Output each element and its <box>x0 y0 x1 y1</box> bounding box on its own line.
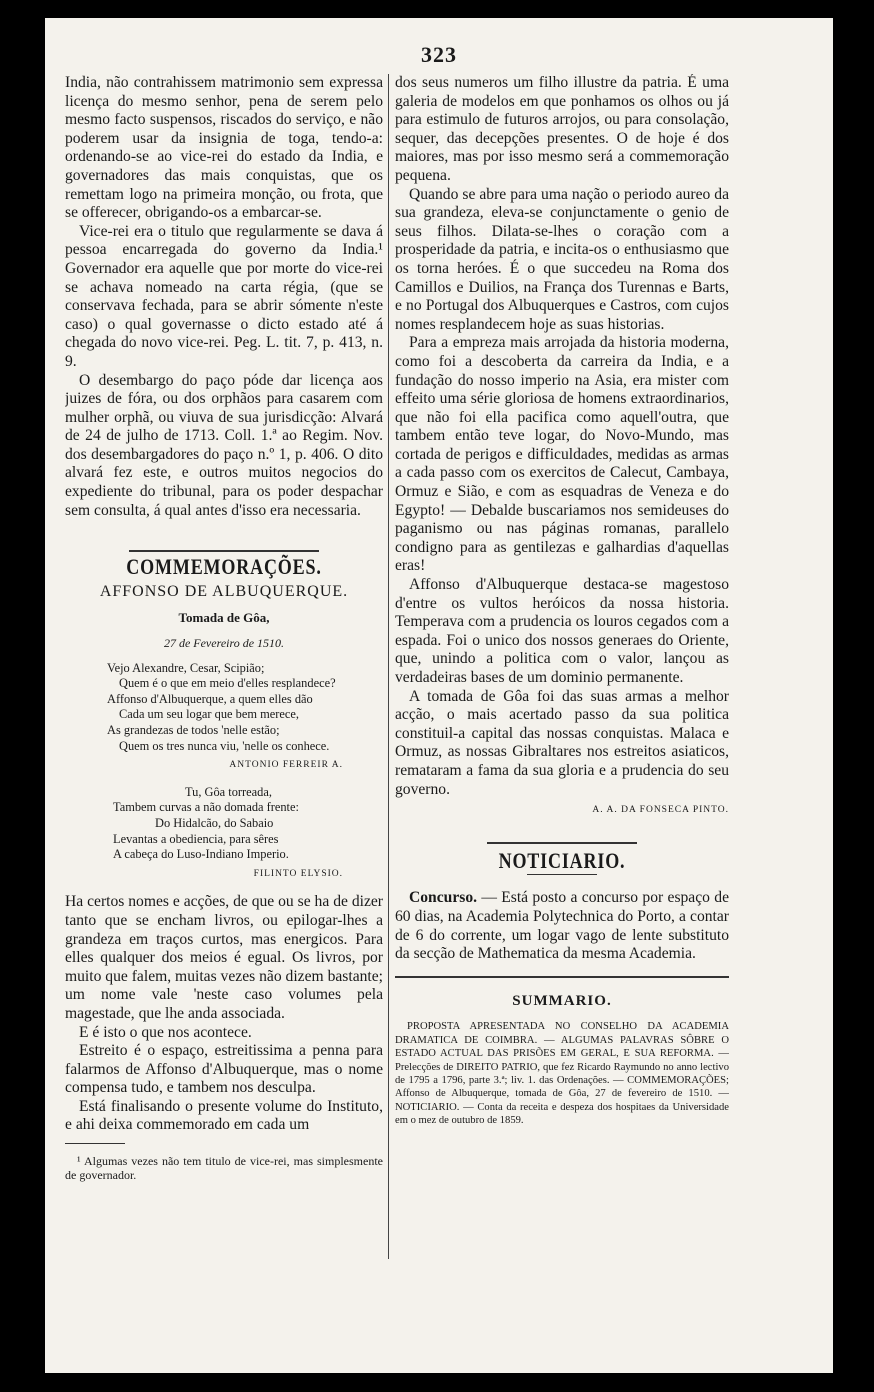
page-number: 323 <box>421 42 457 67</box>
poem-line: As grandezas de todos 'nelle estão; <box>107 723 280 737</box>
concurso-text: — Está posto a concurso por espaço de 60 dias, na Academia Polytechnica do Porto, a contar de 6 do corrente, um logar vago de lente substituto da secção de Mathematica da mesma Academia. <box>395 889 729 963</box>
intro-paragraph: O desembargo do paço póde dar licença aos juizes de fóra, ou dos orphãos para casarem com mulher orphã, ou viuva de sua jurisdicção: Alvará de 24 de julho de 1713. Coll. 1.ª ao Regim. Nov. dos desembargadores do paço n.º 1, p. 406. O dito alvará fez este, e outros muitos negocios do expediente do tribunal, para os poder despachar sem consulta, á qual antes d'isso era necessaria. <box>65 371 383 519</box>
poem-line: Tambem curvas a não domada frente: <box>113 800 299 815</box>
commemoracoes-subtitle: AFFONSO DE ALBUQUERQUE. <box>99 582 349 600</box>
event-date: 27 de Fevereiro de 1510. <box>163 636 285 651</box>
left-column <box>65 74 383 1182</box>
column-rule <box>388 74 389 1259</box>
body-paragraph: Ha certos nomes e acções, de que ou se ha de dizer tanto que se encham livros, ou epilogar-lhes a grandeza em traços curtos, mas energicos. Para elles qualquer dos meios é egual. Os livros, por muito que falem, muitas vezes não dizem bastante; um nome vale 'neste caso volumes pela magestade, que lhe anda associada. <box>65 893 383 1022</box>
summario-text: PROPOSTA APRESENTADA NO CONSELHO DA ACADEMIA DRAMATICA DE COIMBRA. — ALGUMAS PALAVRAS SÔBRE O ESTADO ACTUAL DAS PRISÕES EM GERAL, E SUA REFORMA. — Prelecções de DIREITO PATRIO, que fez Ricardo Raymundo no anno lectivo de 1795 a 1796, parte 3.ª; liv. 1. das Ordenações. — COMMEMORAÇÕES; Affonso de Albuquerque, tomada de Gôa, 27 de fevereiro de 1510. — NOTICIARIO. — Conta da receita e despeza dos hospitaes da Universidade em o mez de outubro de 1859. <box>395 1021 729 1127</box>
poem-line: Tu, Gôa torreada, <box>185 784 272 799</box>
poem-line: Vejo Alexandre, Cesar, Scipião; <box>107 660 265 675</box>
right-column <box>395 74 729 1128</box>
poem-line: Levantas a obediencia, para sêres <box>113 831 279 846</box>
body-paragraph: Affonso d'Albuquerque destaca-se magestoso d'entre os vultos heróicos da nossa historia. Temperava com a prudencia os louros cegados com a espada. Foi o unico dos nossos generaes do Oriente, que, unindo a politica com o valor, lançou as verdadeiras bases de um dominio permanente. <box>395 576 729 686</box>
noticiario-heading: NOTICIARIO. <box>498 847 626 873</box>
poem-line: Quem é o que em meio d'elles resplandece? <box>119 676 336 691</box>
summario-heading: SUMMARIO. <box>512 992 612 1009</box>
poem-author: FILINTO ELYSIO. <box>253 868 343 879</box>
body-paragraph: E é isto o que nos acontece. <box>79 1023 252 1041</box>
event-title: Tomada de Gôa, <box>178 610 270 626</box>
section-divider <box>527 874 597 875</box>
concurso-label: Concurso. <box>409 889 478 907</box>
footnote: ¹ Algumas vezes não tem titulo de vice-rei, mas simplesmente de governador. <box>65 1154 383 1183</box>
section-divider <box>487 842 637 844</box>
summary-rule <box>395 976 729 978</box>
body-paragraph: A tomada de Gôa foi das suas armas a melhor acção, o mais acertado passo da sua politica constituil-a capital das nossas conquistas. Malaca e Ormuz, as nossas Gibraltares nos estreitos asiaticos, remataram a fama da sua gloria e a prudencia do seu governo. <box>395 687 729 798</box>
newspaper-page <box>45 18 833 1373</box>
poem-line: Cada um seu logar que bem merece, <box>119 707 299 722</box>
body-paragraph: Quando se abre para uma nação o periodo aureo da sua grandeza, eleva-se conjunctamente o genio de seus filhos. Dilata-se-lhes o coração com a prosperidade da patria, e incita-os o enthusiasmo que os torna heróes. É o que succedeu na Roma dos Camillos e Duilios, na França dos Turennas e Barts, e no Portugal dos Albuquerques e Castros, com cujos nomes resplandecem hoje as suas historias. <box>395 185 729 333</box>
intro-paragraph: Vice-rei era o titulo que regularmente se dava á pessoa encarregada do governo da India.¹ Governador era aquelle que por morte do vice-rei se achava nomeado na carta régia, (que se conservava fechada, para se abrir sómente n'este caso) o qual governasse o dicto estado até á chegada do novo vice-rei. Peg. L. tit. 7, p. 413, n. 9. <box>65 222 383 370</box>
commemoracoes-heading: COMMEMORAÇÕES. <box>126 554 322 580</box>
poem-filinto <box>65 785 383 863</box>
poem-line: Affonso d'Albuquerque, a quem elles dão <box>107 691 313 706</box>
poem-line: Quem os tres nunca viu, 'nelle os conhece. <box>119 738 330 753</box>
poem-ferreira <box>65 661 383 755</box>
poem-author: ANTONIO FERREIR A. <box>229 760 343 771</box>
body-paragraph: Estreito é o espaço, estreitissima a penna para falarmos de Affonso d'Albuquerque, mas o nome compensa tudo, e tambem nos desculpa. <box>65 1042 383 1097</box>
body-paragraph: Está finalisando o presente volume do Instituto, e ahi deixa commemorado em cada um <box>65 1097 383 1134</box>
section-divider <box>129 550 319 552</box>
poem-line: Do Hidalcão, do Sabaio <box>155 815 274 830</box>
body-paragraph: dos seus numeros um filho illustre da patria. É uma galeria de modelos em que ponhamos os olhos ou já para estimulo de futuros arrojos, ou para consolação, sequer, das decepções presentes. O de hoje é dos maiores, mas por isso mesmo será a commemoração pequena. <box>395 74 729 184</box>
poem-line: A cabeça do Luso-Indiano Imperio. <box>113 847 289 862</box>
concurso-notice <box>395 889 729 963</box>
footnote-rule <box>65 1143 125 1144</box>
article-signature: A. A. DA FONSECA PINTO. <box>592 805 729 816</box>
intro-paragraph: India, não contrahissem matrimonio sem expressa licença do mesmo senhor, pena de serem pelo mesmo facto suspensos, riscados do serviço, e não poderem usar da insignia de toga, tendo-a: ordenando-se ao vice-rei do estado da India, e governadores das mais conquistas, que os remettam logo na primeira monção, ou frota, que se offerecer, obrigando-os a embarcar-se. <box>65 74 383 222</box>
body-paragraph: Para a empreza mais arrojada da historia moderna, como foi a descoberta da carreira da India, e a fundação do nosso imperio na Asia, era mister com effeito uma série gloriosa de homens extraordinarios, que não foi ella pacifica como aquell'outra, que tambem então teve logar, do Novo-Mundo, mas cortada de perigos e difficuldades, medidas as armas a cada passo com os exercitos de Calecut, Cambaya, Ormuz e Sião, e com as esquadras de Veneza e do Egypto! — Debalde buscariamos nos semideuses do paganismo ou nas páginas romanas, parallelo condigno para as gentilezas e galhardias d'aquellas eras! <box>395 334 729 575</box>
